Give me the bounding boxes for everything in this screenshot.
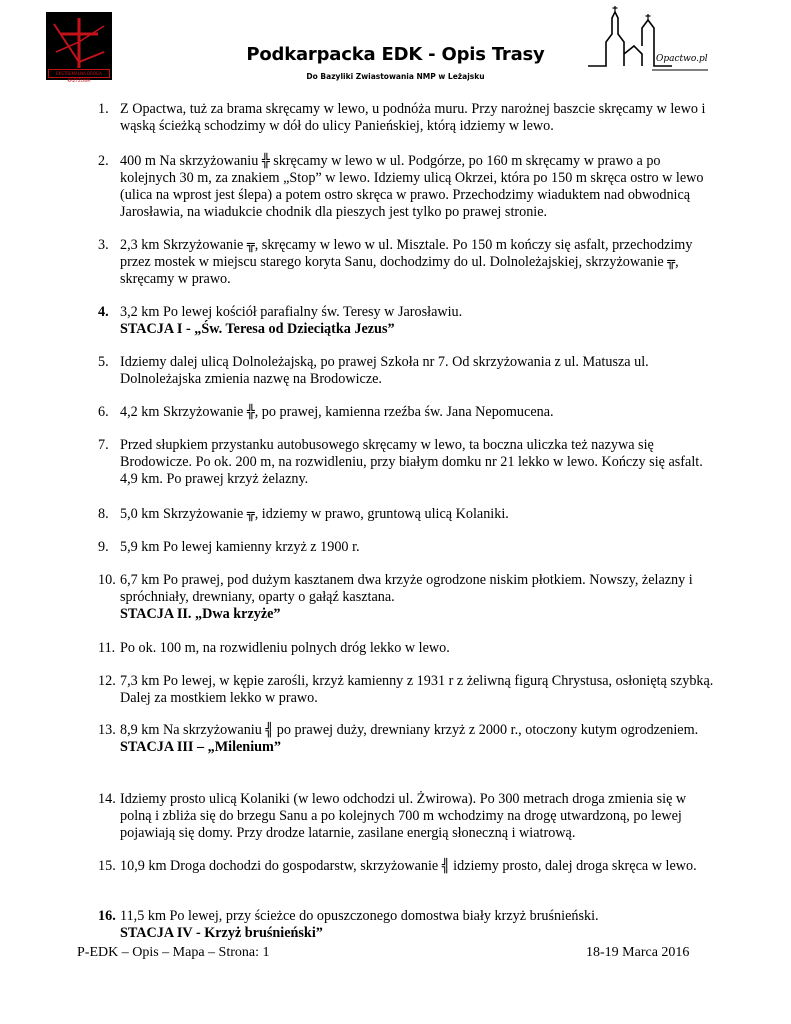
item-text: 5,0 km Skrzyżowanie ╦, idziemy w prawo, gruntową ulicą Kolaniki. [120,506,509,522]
t-junction-icon: ╦ [667,255,676,270]
list-item [98,506,718,523]
crossroad-icon: ╬ [261,154,270,169]
item-number: 13. [98,722,116,738]
item-text: 8,9 km Na skrzyżowaniu ╣ po prawej duży, drewniany krzyż z 2000 r., otoczony kutym ogrodzeniem. [120,722,699,738]
logo-caption: EKSTREMALNA DROGA KRZYŻOWA [48,69,110,78]
station-heading: STACJA III – „Milenium” [120,739,281,755]
item-text: 2,3 km Skrzyżowanie ╦, skręcamy w lewo w ul. Misztale. Po 150 m kończy się asfalt, przechodzimy przez mostek w miejscu starego koryta Sanu, dochodzimy do ul. Dolnoleżajskiej, skrzyżowanie ╦, skręcamy w prawo. [120,237,693,287]
item-number: 14. [98,791,116,807]
crossroad-icon: ╬ [246,405,255,420]
item-text: 3,2 km Po lewej kościół parafialny św. Teresy w Jarosławiu. [120,304,463,320]
station-heading: STACJA II. „Dwa krzyże” [120,606,281,622]
item-number: 6. [98,404,109,420]
item-text: Idziemy prosto ulicą Kolaniki (w lewo odchodzi ul. Żwirowa). Po 300 metrach droga zmienia się w polną i zbliża się do brzegu Sanu a po kolejnych 700 m wchodzimy na drogę utwardzoną, po lewej pojawiają się domy. Przy drodze latarnie, zasilane energią słoneczną i wiatrową. [120,791,687,841]
item-number: 5. [98,354,109,370]
footer-left: P-EDK – Opis – Mapa – Strona: 1 [77,945,270,960]
list-item [98,722,718,756]
list-item [98,858,718,875]
item-number: 8. [98,506,109,522]
page-subtitle: Do Bazyliki Zwiastowania NMP w Leżajsku [306,72,485,81]
list-item [98,572,718,623]
list-item [98,908,718,942]
item-text: Idziemy dalej ulicą Dolnoleżajską, po prawej Szkoła nr 7. Od skrzyżowania z ul. Matusza ul. Dolnoleżajska zmienia nazwę na Brodowicze. [120,354,649,387]
item-number: 4. [98,304,109,320]
item-number: 1. [98,101,109,117]
item-text: 7,3 km Po lewej, w kępie zarośli, krzyż kamienny z 1931 r z żeliwną figurą Chrystusa, osłoniętą szybką. Dalej za mostkiem lekko w prawo. [120,673,714,706]
opactwo-logo [586,4,716,74]
list-item [98,539,718,556]
list-item [98,354,718,388]
list-item [98,153,718,221]
list-item [98,404,718,421]
item-number: 3. [98,237,109,253]
list-item [98,304,718,338]
item-text: 5,9 km Po lewej kamienny krzyż z 1900 r. [120,539,360,555]
list-item [98,791,718,842]
item-number: 7. [98,437,109,453]
t-junction-icon: ╦ [246,238,255,253]
item-text: Po ok. 100 m, na rozwidleniu polnych dróg lekko w lewo. [120,640,450,656]
item-number: 11. [98,640,116,656]
item-text: 6,7 km Po prawej, pod dużym kasztanem dwa krzyże ogrodzone niskim płotkiem. Nowszy, żelazny i spróchniały, drewniany, oparty o gałąź kasztana. [120,572,693,605]
item-text: 400 m Na skrzyżowaniu ╬ skręcamy w lewo w ul. Podgórze, po 160 m skręcamy w prawo a po kolejnych 30 m, za znakiem „Stop” w lewo. Idziemy ulicą Okrzei, która po 150 m skręca ostro w lewo (ulica na wprost jest ślepa) a potem ostro skręca w prawo. Przechodzimy wiaduktem nad obwodnicą Jarosławia, na wiadukcie chodnik dla pieszych jest tylko po prawej stronie. [120,153,704,220]
item-text: 10,9 km Droga dochodzi do gospodarstw, skrzyżowanie ╣ idziemy prosto, dalej droga skręca w lewo. [120,858,697,874]
item-text: 4,2 km Skrzyżowanie ╬, po prawej, kamienna rzeźba św. Jana Nepomucena. [120,404,554,420]
item-text: 11,5 km Po lewej, przy ścieżce do opuszczonego domostwa biały krzyż bruśnieński. [120,908,599,924]
side-junction-icon: ╣ [265,723,274,738]
page-title: Podkarpacka EDK - Opis Trasy [246,44,545,65]
opactwo-logo-text: Opactwo.pl [656,54,708,64]
station-heading: STACJA I - „Św. Teresa od Dzieciątka Jezus” [120,321,395,337]
item-number: 16. [98,908,116,924]
list-item [98,673,718,707]
item-number: 15. [98,858,116,874]
item-number: 10. [98,572,116,588]
list-item [98,437,718,488]
list-item [98,237,718,288]
list-item [98,101,718,135]
station-heading: STACJA IV - Krzyż bruśnieński” [120,925,323,941]
side-junction-icon: ╣ [441,859,450,874]
item-text: Z Opactwa, tuż za brama skręcamy w lewo, u podnóża muru. Przy narożnej baszcie skręcamy w lewo i wąską ścieżką schodzimy w dół do ulicy Panieńskiej, którą idziemy w lewo. [120,101,706,134]
list-item [98,640,718,657]
item-text: Przed słupkiem przystanku autobusowego skręcamy w lewo, ta boczna uliczka też nazywa się Brodowicze. Po ok. 200 m, na rozwidleniu, przy białym domku nr 21 lekko w lewo. Kończy się asfalt. 4,9 km. Po prawej krzyż żelazny. [120,437,703,487]
item-number: 2. [98,153,109,169]
item-number: 9. [98,539,109,555]
item-number: 12. [98,673,116,689]
t-junction-icon: ╦ [246,507,255,522]
footer-date: 18-19 Marca 2016 [586,945,690,960]
